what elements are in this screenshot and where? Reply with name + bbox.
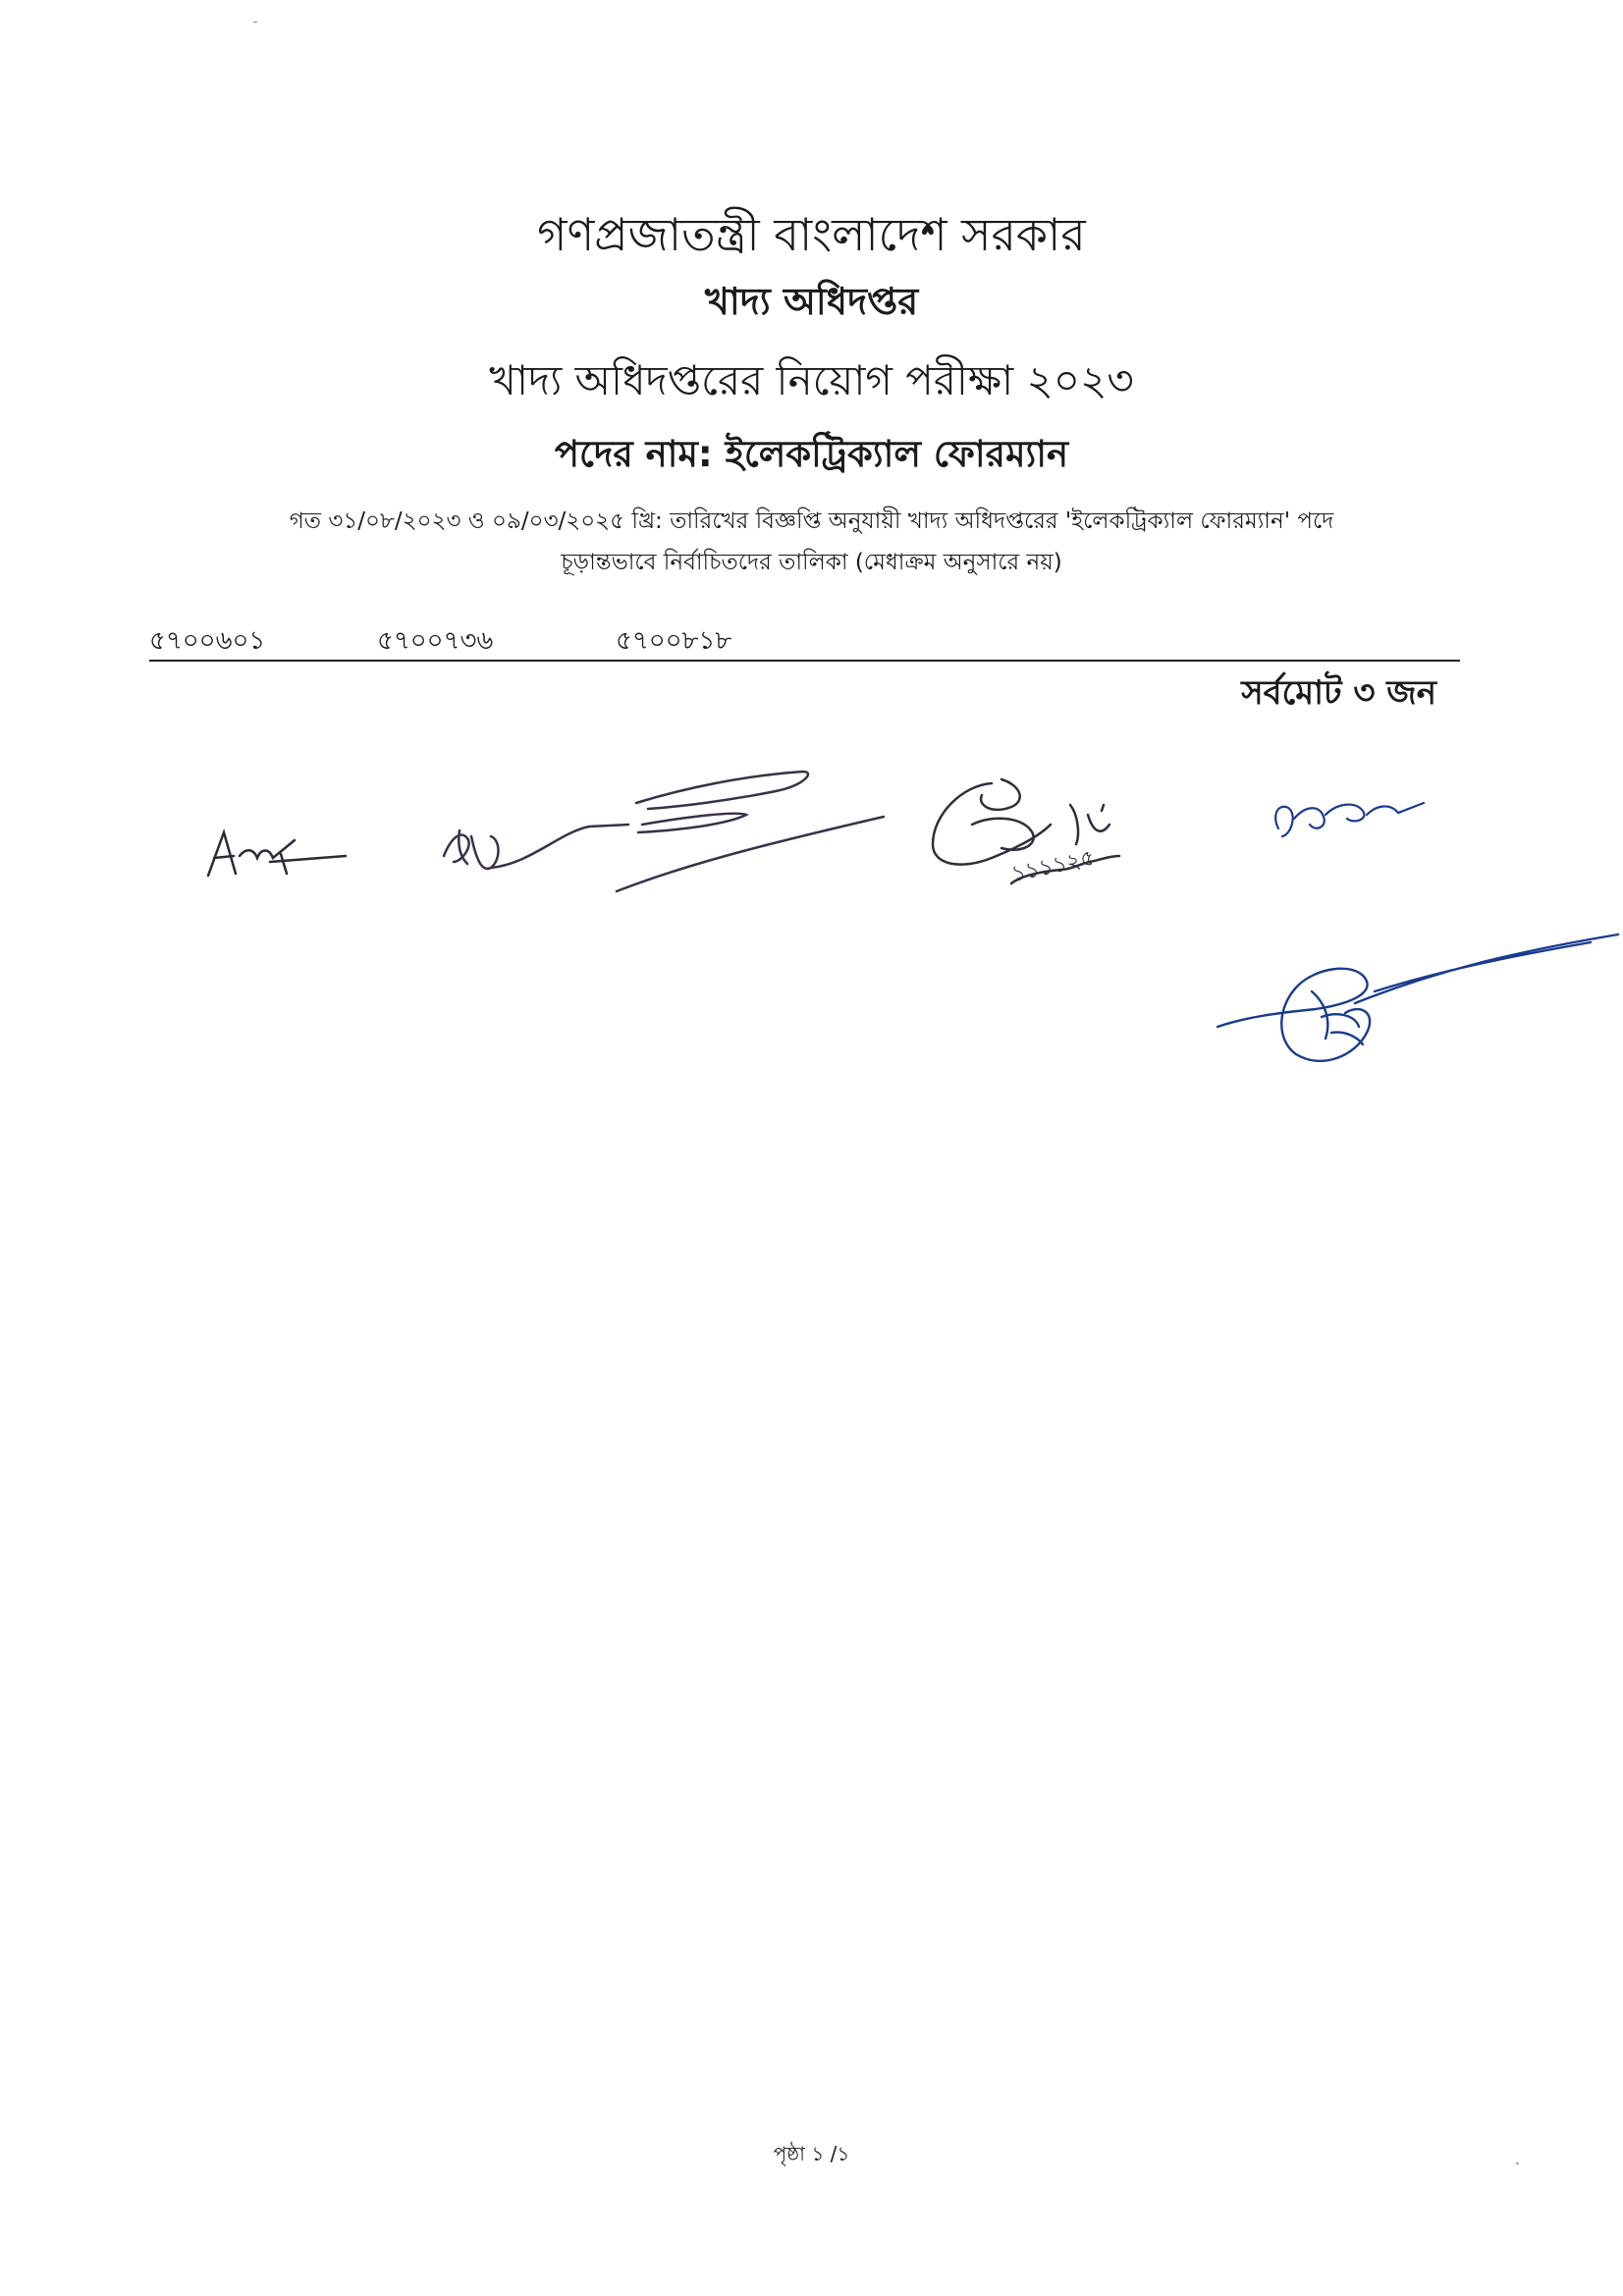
signature-4: [1275, 803, 1424, 836]
signature-2: [444, 772, 884, 891]
roll-number: ৫৭০০৮১৮: [616, 626, 732, 656]
scan-artifact: [1516, 2163, 1519, 2164]
scan-artifact: [253, 22, 257, 23]
department-title: খাদ্য অধিদপ্তর: [704, 280, 919, 323]
total-count: সর্বমোট ৩ জন: [1241, 673, 1436, 713]
handwritten-note: ১১১১২৫: [1009, 845, 1098, 887]
notice-line-2: চূড়ান্তভাবে নির্বাচিতদের তালিকা (মেধাক্রম অনুসারে নয়): [561, 550, 1062, 575]
roll-number-list: [149, 618, 1460, 662]
notice-text: [0, 501, 1623, 583]
government-title: গণপ্রজাতন্ত্রী বাংলাদেশ সরকার: [537, 208, 1086, 261]
signature-5: [1217, 934, 1618, 1061]
post-name: পদের নাম: ইলেকট্রিক্যাল ফোরম্যান: [554, 433, 1069, 475]
signatures-area: [0, 746, 1623, 1099]
roll-number: ৫৭০০৬০১: [149, 626, 266, 656]
page-footer: পৃষ্ঠা ১ /১: [773, 2142, 850, 2165]
notice-line-1: গত ৩১/০৮/২০২৩ ও ০৯/০৩/২০২৫ খ্রি: তারিখের বিজ্ঞপ্তি অনুযায়ী খাদ্য অধিদপ্তরের 'ইলেকট্রিক্যাল ফোরম্যান' পদে: [289, 508, 1334, 534]
roll-number: ৫৭০০৭৩৬: [377, 626, 494, 656]
exam-title: খাদ্য অধিদপ্তরের নিয়োগ পরীক্ষা ২০২৩: [489, 356, 1134, 404]
signature-1: [208, 832, 346, 876]
